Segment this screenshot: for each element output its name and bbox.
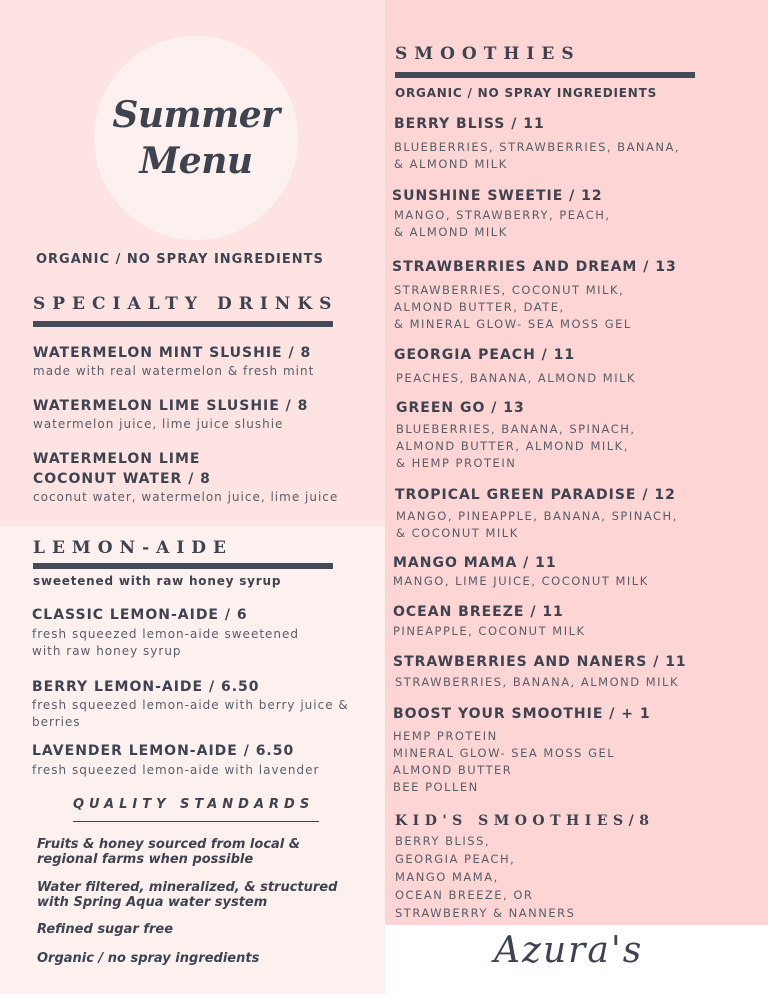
- specialty-item-desc: watermelon juice, lime juice slushie: [33, 417, 284, 431]
- kids-item: MANGO MAMA,: [395, 870, 499, 884]
- lemonaide-subtitle: sweetened with raw honey syrup: [33, 574, 282, 588]
- quality-divider: [73, 821, 319, 822]
- kids-item: STRAWBERRY & NANNERS: [395, 906, 576, 920]
- smoothie-desc: MANGO, STRAWBERRY, PEACH,: [394, 208, 611, 222]
- smoothie-desc: BLUEBERRIES, BANANA, SPINACH,: [396, 422, 636, 436]
- lemonaide-item-desc: fresh squeezed lemon-aide with berry juice &: [32, 698, 349, 712]
- quality-heading: QUALITY STANDARDS: [73, 797, 315, 812]
- specialty-heading: SPECIALTY DRINKS: [33, 294, 339, 314]
- specialty-item-name: WATERMELON LIME: [33, 451, 201, 467]
- boost-heading: BOOST YOUR SMOOTHIE / + 1: [393, 706, 651, 722]
- specialty-item-desc: made with real watermelon & fresh mint: [33, 364, 315, 378]
- smoothie-desc: MANGO, LIME JUICE, COCONUT MILK: [393, 574, 649, 588]
- smoothie-name: STRAWBERRIES AND NANERS / 11: [393, 654, 687, 670]
- smoothie-desc: MANGO, PINEAPPLE, BANANA, SPINACH,: [396, 509, 678, 523]
- smoothie-name: BERRY BLISS / 11: [394, 116, 545, 132]
- boost-item: HEMP PROTEIN: [393, 729, 498, 743]
- lemonaide-item-name: BERRY LEMON-AIDE / 6.50: [32, 679, 260, 695]
- quality-item: regional farms when possible: [37, 852, 254, 867]
- smoothie-desc: ALMOND BUTTER, ALMOND MILK,: [396, 439, 629, 453]
- boost-item: BEE POLLEN: [393, 780, 479, 794]
- smoothie-name: STRAWBERRIES AND DREAM / 13: [392, 259, 677, 275]
- smoothie-desc: & HEMP PROTEIN: [396, 456, 517, 470]
- smoothie-name: GREEN GO / 13: [396, 400, 525, 416]
- quality-item: Water filtered, mineralized, & structured: [37, 880, 338, 895]
- title-line-1: Summer: [112, 94, 280, 136]
- quality-item: Refined sugar free: [37, 922, 174, 937]
- kids-heading: KID'S SMOOTHIES/8: [395, 813, 655, 829]
- smoothie-desc: PEACHES, BANANA, ALMOND MILK: [396, 371, 637, 385]
- smoothie-desc: PINEAPPLE, COCONUT MILK: [393, 624, 586, 638]
- lemonaide-item-desc: fresh squeezed lemon-aide with lavender: [32, 763, 320, 777]
- title-line-2: Menu: [139, 140, 253, 182]
- menu-title: [94, 92, 298, 184]
- boost-item: ALMOND BUTTER: [393, 763, 513, 777]
- smoothie-name: TROPICAL GREEN PARADISE / 12: [395, 487, 676, 503]
- kids-item: BERRY BLISS,: [395, 834, 491, 848]
- smoothies-organic-note: ORGANIC / NO SPRAY INGREDIENTS: [395, 86, 658, 100]
- specialty-divider: [33, 321, 333, 327]
- smoothie-desc: ALMOND BUTTER, DATE,: [394, 300, 565, 314]
- quality-item: with Spring Aqua water system: [37, 895, 268, 910]
- lemonaide-item-name: CLASSIC LEMON-AIDE / 6: [32, 607, 248, 623]
- lemonaide-item-name: LAVENDER LEMON-AIDE / 6.50: [32, 743, 295, 759]
- boost-item: MINERAL GLOW- SEA MOSS GEL: [393, 746, 616, 760]
- smoothies-heading: SMOOTHIES: [395, 44, 581, 64]
- brand-logo: Azura's: [494, 930, 644, 971]
- specialty-item-name: COCONUT WATER / 8: [33, 471, 211, 487]
- smoothie-desc: & ALMOND MILK: [394, 157, 508, 171]
- smoothie-desc: & MINERAL GLOW- SEA MOSS GEL: [394, 317, 632, 331]
- smoothie-desc: & ALMOND MILK: [394, 225, 508, 239]
- smoothie-name: SUNSHINE SWEETIE / 12: [392, 188, 603, 204]
- lemonaide-item-desc: with raw honey syrup: [32, 644, 182, 658]
- lemonaide-item-desc: berries: [32, 715, 81, 729]
- organic-note: ORGANIC / NO SPRAY INGREDIENTS: [36, 252, 324, 267]
- specialty-item-name: WATERMELON MINT SLUSHIE / 8: [33, 345, 312, 361]
- lemonaide-divider: [33, 563, 333, 569]
- smoothie-desc: & COCONUT MILK: [396, 526, 519, 540]
- quality-item: Fruits & honey sourced from local &: [37, 837, 301, 852]
- lemonaide-heading: LEMON-AIDE: [33, 538, 233, 558]
- smoothie-name: OCEAN BREEZE / 11: [393, 604, 564, 620]
- kids-item: GEORGIA PEACH,: [395, 852, 516, 866]
- smoothie-desc: BLUEBERRIES, STRAWBERRIES, BANANA,: [394, 140, 681, 154]
- smoothie-desc: STRAWBERRIES, COCONUT MILK,: [394, 283, 625, 297]
- smoothie-name: GEORGIA PEACH / 11: [394, 347, 576, 363]
- kids-item: OCEAN BREEZE, OR: [395, 888, 534, 902]
- smoothies-divider: [395, 72, 695, 78]
- quality-item: Organic / no spray ingredients: [37, 951, 260, 966]
- specialty-item-name: WATERMELON LIME SLUSHIE / 8: [33, 398, 309, 414]
- specialty-item-desc: coconut water, watermelon juice, lime juice: [33, 490, 339, 504]
- smoothie-name: MANGO MAMA / 11: [393, 555, 557, 571]
- smoothie-desc: STRAWBERRIES, BANANA, ALMOND MILK: [395, 675, 679, 689]
- lemonaide-item-desc: fresh squeezed lemon-aide sweetened: [32, 627, 300, 641]
